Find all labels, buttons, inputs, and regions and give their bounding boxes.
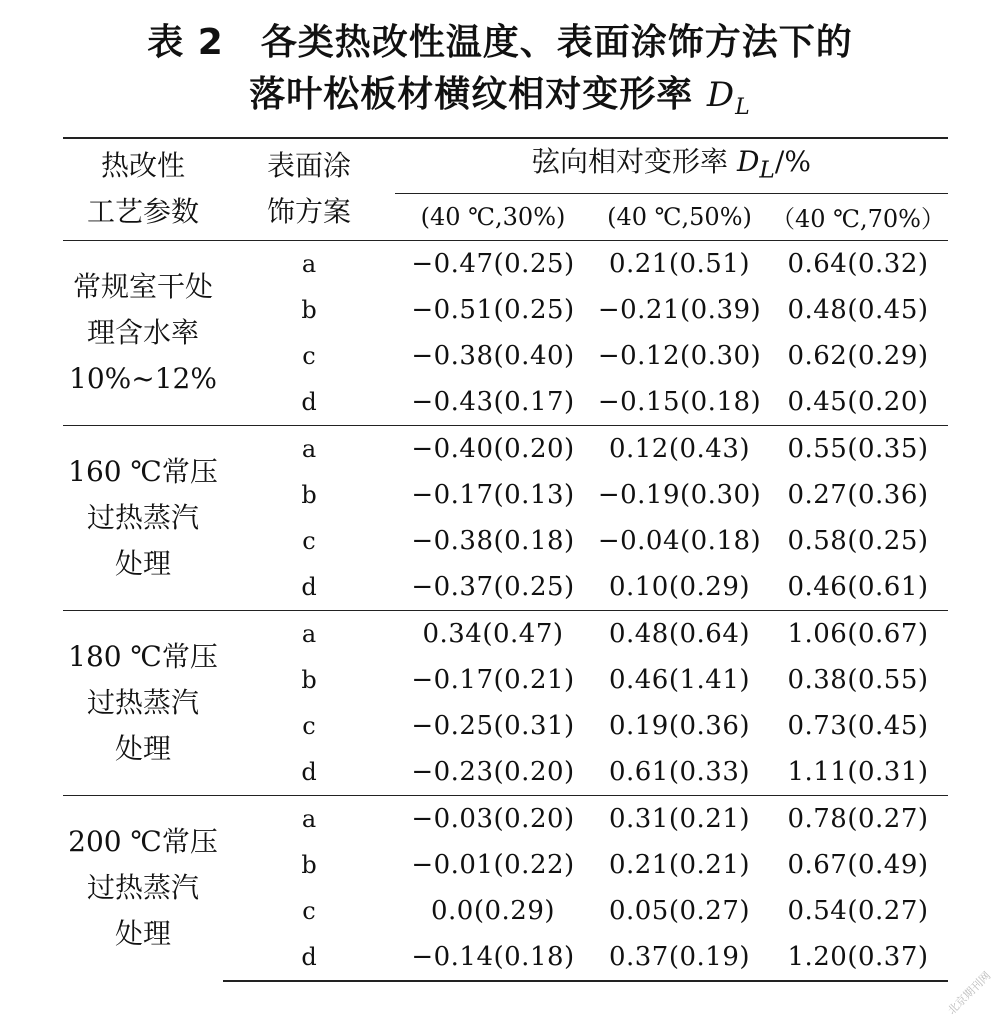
table-row	[63, 610, 948, 657]
coating-scheme-cell: b	[301, 480, 317, 509]
value-cell: −0.01(0.22)	[411, 849, 575, 880]
value-cell: −0.38(0.18)	[411, 525, 575, 556]
value-cell: 0.34(0.47)	[395, 610, 591, 657]
value-cell: 0.19(0.36)	[608, 710, 751, 741]
value-cell: 0.12(0.43)	[591, 425, 768, 472]
value-cell: −0.21(0.39)	[597, 294, 762, 325]
group-label: 200 ℃常压 过热蒸汽 处理	[63, 795, 223, 981]
group-label: 160 ℃常压 过热蒸汽 处理	[63, 425, 223, 610]
value-cell: −0.51(0.25)	[411, 294, 575, 325]
coating-scheme-cell: a	[223, 425, 395, 472]
value-cell: 0.73(0.45)	[787, 710, 929, 741]
value-cell: 0.37(0.19)	[591, 934, 768, 981]
coating-scheme-cell: c	[302, 896, 316, 925]
value-cell: 0.31(0.21)	[591, 795, 768, 842]
value-cell: 0.55(0.35)	[768, 425, 948, 472]
coating-scheme-cell: a	[223, 795, 395, 842]
header-tangential-deformation: 弦向相对变形率 $D_L/\%$	[395, 138, 948, 193]
watermark: 北京期刊网	[945, 969, 994, 1018]
value-cell: −0.23(0.20)	[411, 756, 575, 787]
header-condition-30: (40 ℃,30%)	[420, 202, 566, 231]
value-cell: −0.25(0.31)	[411, 710, 575, 741]
coating-scheme-cell: c	[302, 526, 316, 555]
header-condition-50: (40 ℃,50%)	[607, 202, 752, 231]
header-process-params: 热改性 工艺参数	[63, 138, 223, 240]
value-cell: 1.11(0.31)	[787, 756, 929, 787]
value-cell: 0.64(0.32)	[768, 240, 948, 287]
header-condition-70: （40 ℃,70%）	[771, 205, 945, 234]
value-cell: 0.62(0.29)	[787, 340, 929, 371]
value-cell: 0.78(0.27)	[768, 795, 948, 842]
deformation-table	[63, 137, 948, 982]
value-cell: −0.14(0.18)	[395, 934, 591, 981]
group-label: 180 ℃常压 过热蒸汽 处理	[63, 610, 223, 795]
value-cell: 0.05(0.27)	[608, 895, 751, 926]
value-cell: 1.06(0.67)	[768, 610, 948, 657]
coating-scheme-cell: d	[301, 572, 317, 601]
value-cell: 0.46(1.41)	[608, 664, 751, 695]
value-cell: 0.21(0.21)	[608, 849, 751, 880]
value-cell: 0.0(0.29)	[430, 895, 556, 926]
value-cell: 0.67(0.49)	[787, 849, 929, 880]
value-cell: −0.40(0.20)	[395, 425, 591, 472]
value-cell: 0.10(0.29)	[608, 571, 751, 602]
header-coating-scheme: 表面涂 饰方案	[223, 138, 395, 240]
coating-scheme-cell: d	[223, 934, 395, 981]
table-title-line-1: 表 2 各类热改性温度、表面涂饰方法下的	[147, 22, 853, 63]
value-cell: 1.20(0.37)	[768, 934, 948, 981]
value-cell: 0.45(0.20)	[787, 386, 929, 417]
value-cell: −0.43(0.17)	[411, 386, 575, 417]
symbol-d: $D_L$	[706, 75, 751, 120]
value-cell: 0.27(0.36)	[787, 479, 929, 510]
value-cell: 0.48(0.64)	[591, 610, 768, 657]
table-title-line-2: 落叶松板材横纹相对变形率 $D_L$	[249, 74, 751, 120]
value-cell: −0.03(0.20)	[395, 795, 591, 842]
value-cell: −0.37(0.25)	[411, 571, 575, 602]
table-row	[63, 795, 948, 842]
value-cell: −0.12(0.30)	[597, 340, 762, 371]
value-cell: −0.19(0.30)	[597, 479, 762, 510]
coating-scheme-cell: a	[223, 610, 395, 657]
value-cell: −0.17(0.21)	[411, 664, 575, 695]
coating-scheme-cell: c	[302, 711, 316, 740]
coating-scheme-cell: b	[301, 850, 317, 879]
coating-scheme-cell: b	[301, 295, 317, 324]
table-row	[63, 240, 948, 287]
value-cell: 0.54(0.27)	[787, 895, 929, 926]
coating-scheme-cell: d	[301, 387, 317, 416]
value-cell: −0.04(0.18)	[597, 525, 762, 556]
value-cell: −0.17(0.13)	[411, 479, 575, 510]
value-cell: 0.46(0.61)	[787, 571, 929, 602]
value-cell: −0.47(0.25)	[395, 240, 591, 287]
group-label: 常规室干处 理含水率 10%~12%	[63, 240, 223, 425]
table-row	[63, 425, 948, 472]
value-cell: 0.61(0.33)	[608, 756, 751, 787]
coating-scheme-cell: b	[301, 665, 317, 694]
value-cell: 0.21(0.51)	[591, 240, 768, 287]
coating-scheme-cell: c	[302, 341, 316, 370]
coating-scheme-cell: a	[223, 240, 395, 287]
value-cell: 0.58(0.25)	[787, 525, 929, 556]
coating-scheme-cell: d	[301, 757, 317, 786]
value-cell: 0.48(0.45)	[787, 294, 929, 325]
value-cell: −0.38(0.40)	[411, 340, 575, 371]
value-cell: 0.38(0.55)	[787, 664, 929, 695]
value-cell: −0.15(0.18)	[597, 386, 762, 417]
